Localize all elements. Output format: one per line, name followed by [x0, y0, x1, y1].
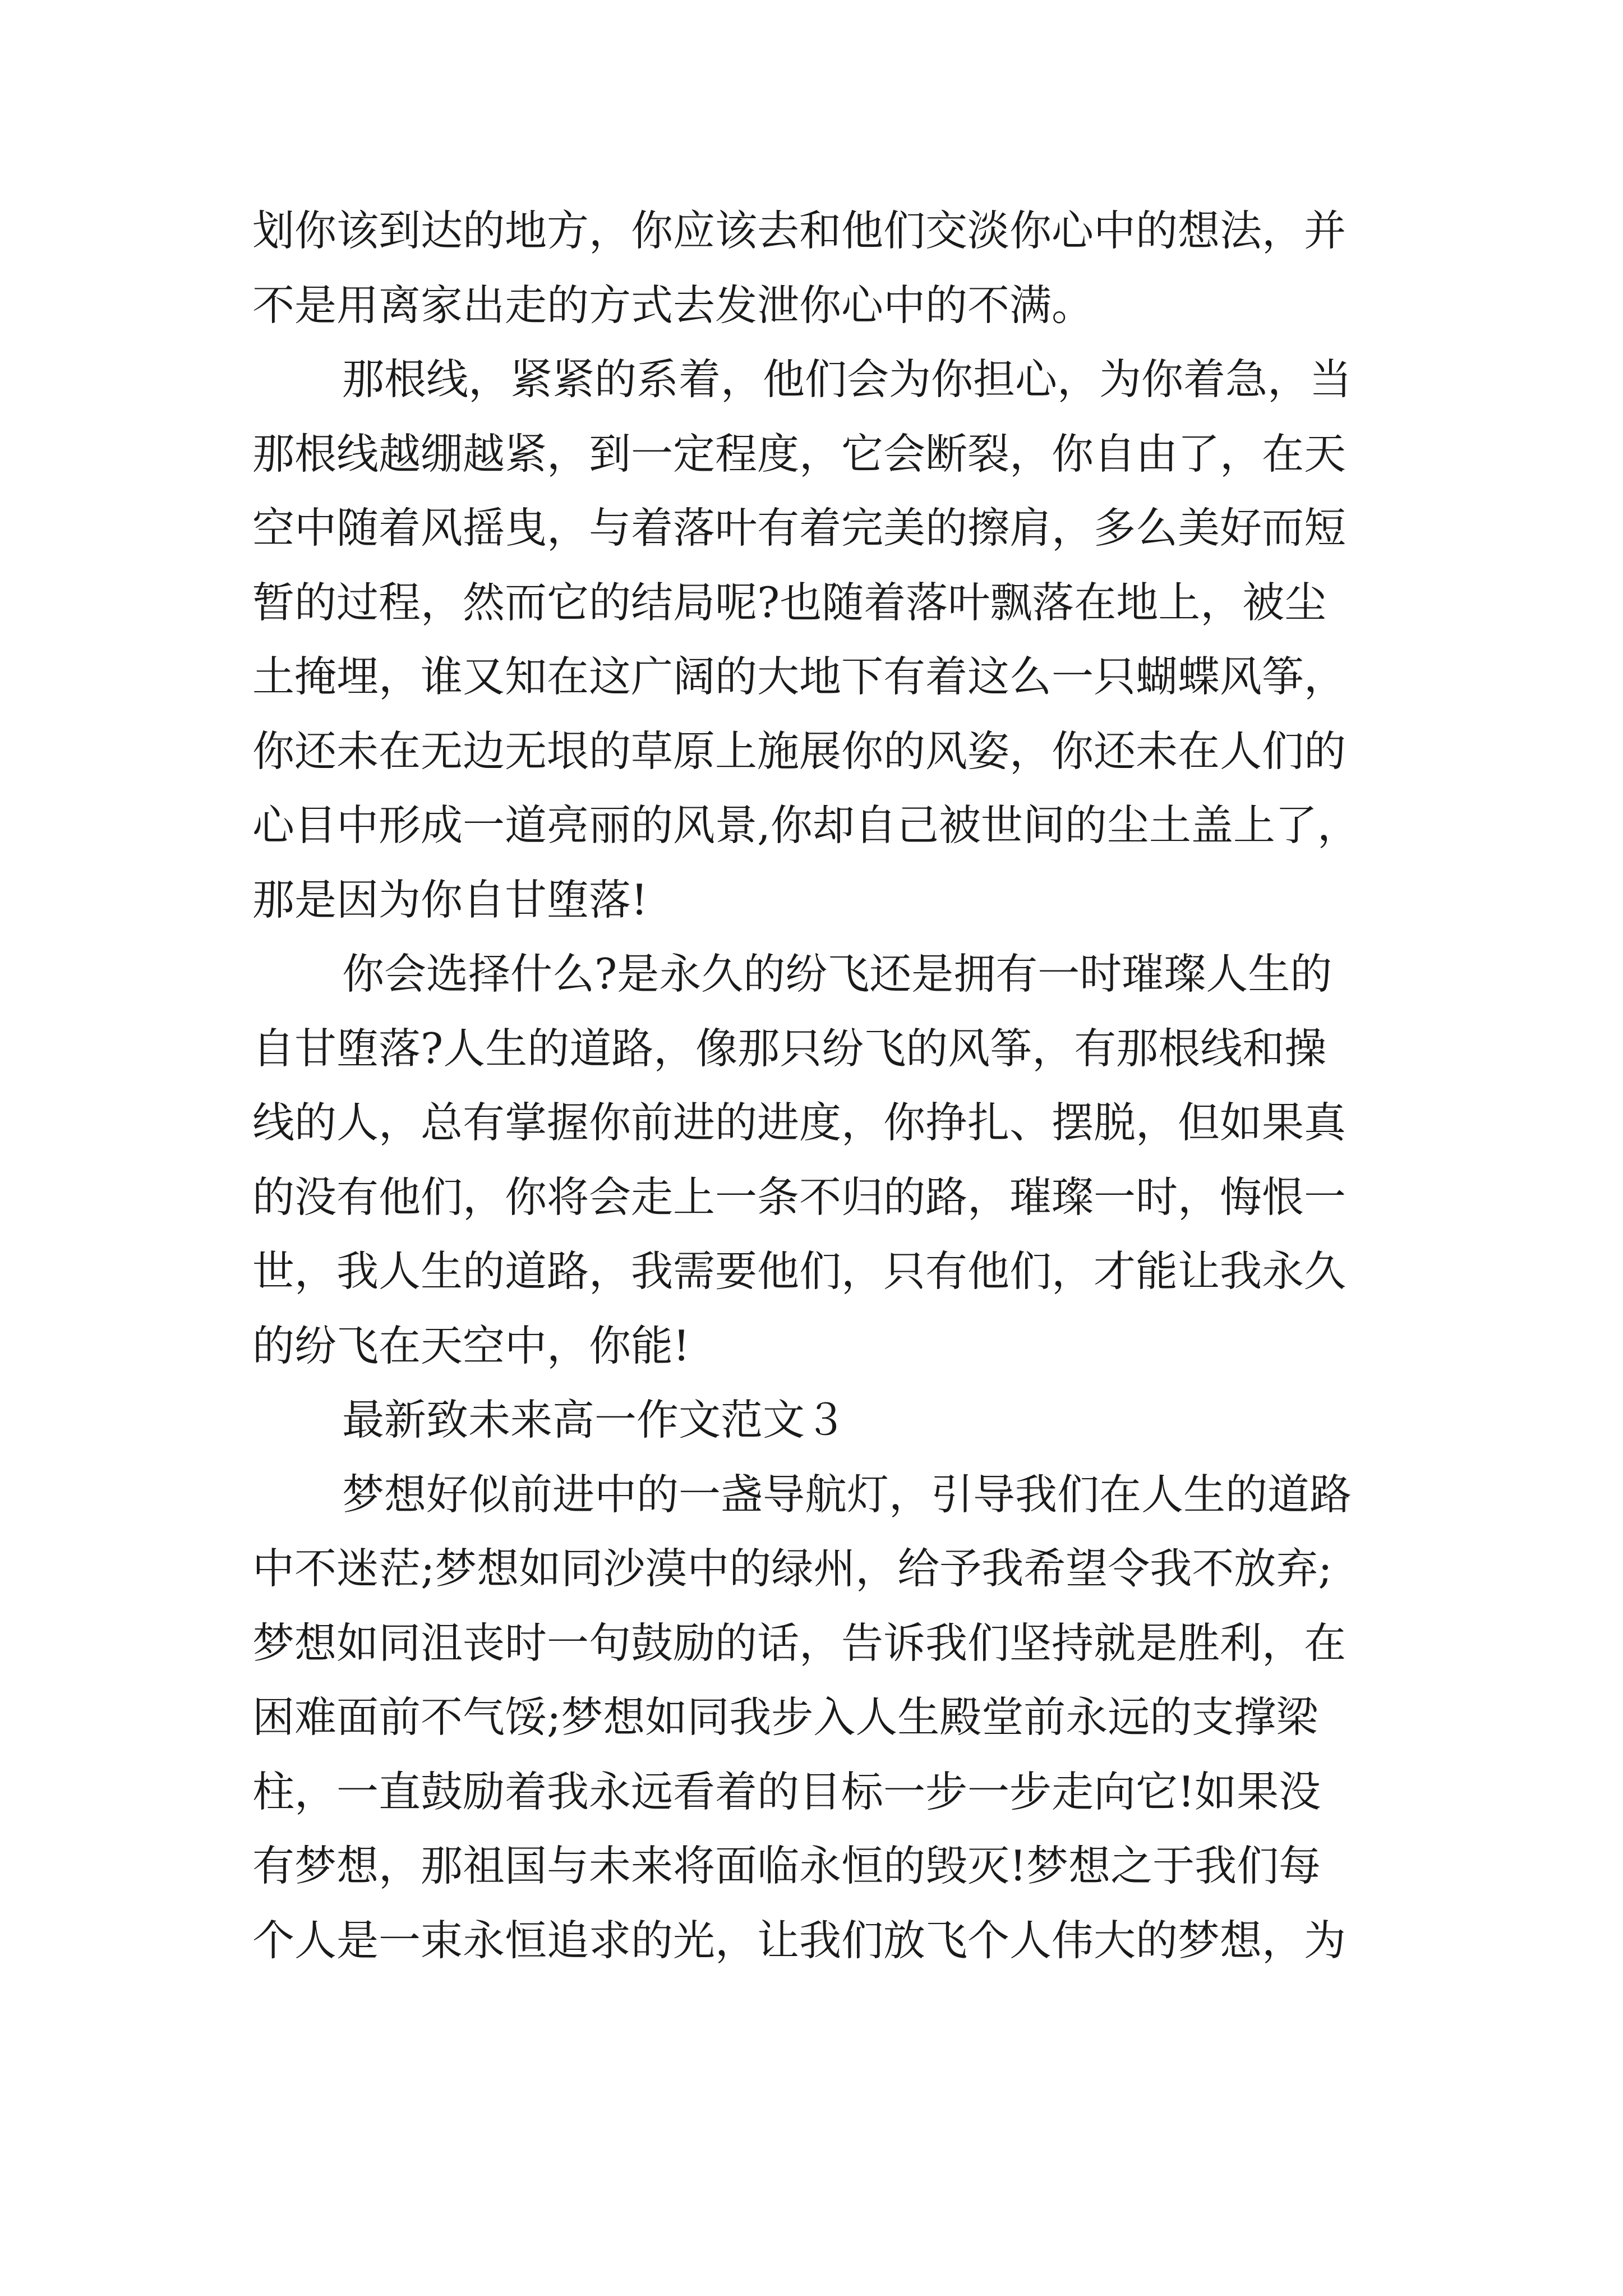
text-line: 不是用离家出走的方式去发泄你心中的不满。: [252, 280, 1094, 330]
text-line: 中不迷茫;梦想如同沙漠中的绿州，给予我希望令我不放弃;: [252, 1544, 1332, 1593]
text-line: 空中随着风摇曳，与着落叶有着完美的擦肩，多么美好而短: [252, 503, 1347, 553]
text-line: 最新致未来高一作文范文３: [342, 1395, 847, 1444]
text-line: 的没有他们，你将会走上一条不归的路，璀璨一时，悔恨一: [252, 1172, 1347, 1222]
text-line: 个人是一束永恒追求的光，让我们放飞个人伟大的梦想，为: [252, 1915, 1347, 1965]
document-body: [252, 194, 1385, 1977]
text-line: 有梦想，那祖国与未来将面临永恒的毁灭!梦想之于我们每: [252, 1841, 1321, 1890]
text-line: 暂的过程，然而它的结局呢?也随着落叶飘落在地上，被尘: [252, 577, 1327, 627]
text-line: 那根线，紧紧的系着，他们会为你担心，为你着急，当: [342, 355, 1352, 404]
text-line: 梦想好似前进中的一盏导航灯，引导我们在人生的道路: [342, 1469, 1352, 1519]
text-line: 心目中形成一道亮丽的风景,你却自己被世间的尘土盖上了，: [252, 800, 1359, 850]
text-line: 的纷飞在天空中，你能!: [252, 1320, 690, 1370]
text-line: 自甘堕落?人生的道路，像那只纷飞的风筝，有那根线和操: [252, 1023, 1327, 1073]
text-line: 那是因为你自甘堕落!: [252, 875, 648, 924]
text-line: 梦想如同沮丧时一句鼓励的话，告诉我们坚持就是胜利，在: [252, 1618, 1347, 1668]
text-line: 线的人，总有掌握你前进的进度，你挣扎、摆脱，但如果真: [252, 1098, 1347, 1147]
text-line: 你还未在无边无垠的草原上施展你的风姿，你还未在人们的: [252, 726, 1347, 776]
text-line: 土掩埋，谁又知在这广阔的大地下有着这么一只蝴蝶风筝，: [252, 652, 1347, 701]
text-line: 困难面前不气馁;梦想如同我步入人生殿堂前永远的支撑梁: [252, 1692, 1318, 1742]
text-line: 世，我人生的道路，我需要他们，只有他们，才能让我永久: [252, 1246, 1347, 1296]
text-line: 柱，一直鼓励着我永远看着的目标一步一步走向它!如果没: [252, 1766, 1321, 1816]
text-line: 那根线越绷越紧，到一定程度，它会断裂，你自由了，在天: [252, 429, 1347, 478]
text-line: 你会选择什么?是永久的纷飞还是拥有一时璀璨人生的: [342, 949, 1332, 999]
text-line: 划你该到达的地方，你应该去和他们交淡你心中的想法，并: [252, 206, 1347, 255]
